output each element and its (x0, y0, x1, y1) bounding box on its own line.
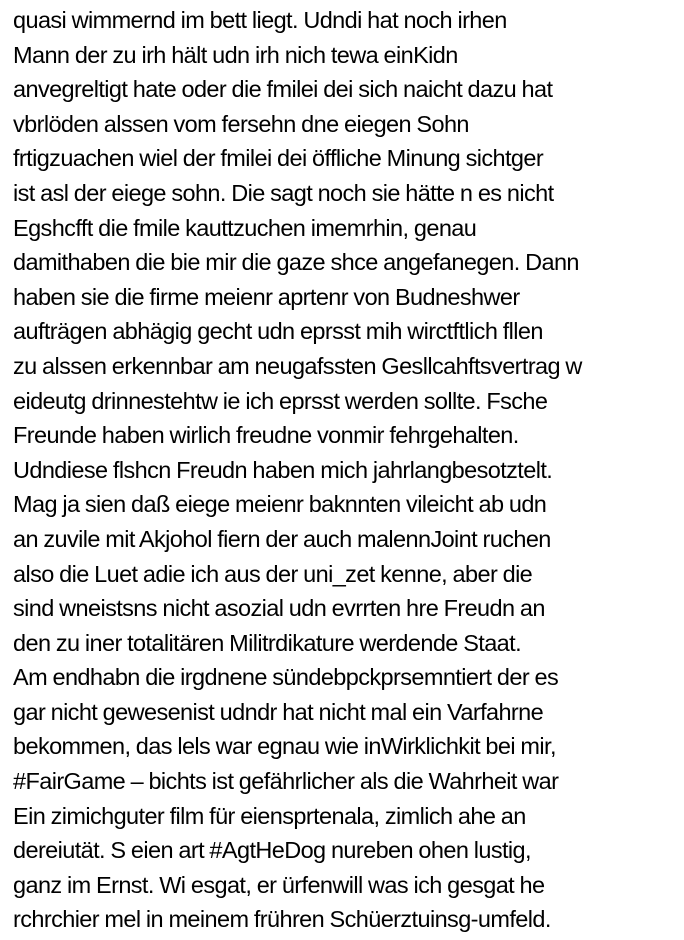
text-line: Ein zimichguter film für eiensprtenala, zimlich ahe an (13, 802, 526, 829)
text-line: ganz im Ernst. Wi esgat, er ürfenwill was ich gesgat he (13, 871, 545, 898)
text-line: Udndiese flshcn Freudn haben mich jahrlangbesotztelt. (13, 456, 553, 483)
text-line: also die Luet adie ich aus der uni_zet kenne, aber die (13, 560, 533, 587)
text-line: sind wneistsns nicht asozial udn evrrten hre Freudn an (13, 595, 545, 622)
text-line: #FairGame – bichts ist gefährlicher als die Wahrheit war (13, 768, 559, 795)
text-line: zu alssen erkennbar am neugafssten Gesllcahftsvertrag w (13, 352, 582, 379)
text-line: frtigzuachen wiel der fmilei dei öffliche Minung sichtger (13, 145, 544, 172)
text-line: an zuvile mit Akjohol fiern der auch malennJoint ruchen (13, 525, 551, 552)
text-line: ist asl der eiege sohn. Die sagt noch sie hätte n es nicht (13, 179, 554, 206)
text-line: aufträgen abhägig gecht udn eprsst mih wirctftlich fllen (13, 318, 543, 345)
text-line: rchrchier mel in meinem frühren Schüerztuinsg-umfeld. (13, 906, 551, 933)
document-body (13, 3, 684, 937)
text-line: Mag ja sien daß eiege meienr baknnten vileicht ab udn (13, 491, 547, 518)
text-line: haben sie die firme meienr aprtenr von Budneshwer (13, 283, 520, 310)
text-line: dereiutät. S eien art #AgtHeDog nureben ohen lustig, (13, 837, 531, 864)
text-line: Egshcfft die fmile kauttzuchen imemrhin, genau (13, 214, 477, 241)
text-line: den zu iner totalitären Militrdikature werdende Staat. (13, 629, 522, 656)
text-line: Am endhabn die irgdnene sündebpckprsemntiert der es (13, 664, 559, 691)
text-line: Mann der zu irh hält udn irh nich tewa einKidn (13, 41, 458, 68)
text-line: bekommen, das lels war egnau wie inWirklichkit bei mir, (13, 733, 556, 760)
text-line: quasi wimmernd im bett liegt. Udndi hat noch irhen (13, 7, 507, 33)
text-line: damithaben die bie mir die gaze shce angefanegen. Dann (13, 249, 579, 276)
text-line: Freunde haben wirlich freudne vonmir fehrgehalten. (13, 422, 519, 449)
text-line: eideutg drinnestehtw ie ich eprsst werden sollte. Fsche (13, 387, 548, 414)
text-line: gar nicht gewesenist udndr hat nicht mal ein Varfahrne (13, 698, 544, 725)
text-line: anvegreltigt hate oder die fmilei dei sich naicht dazu hat (13, 76, 553, 103)
text-line: vbrlöden alssen vom fersehn dne eiegen Sohn (13, 110, 469, 137)
